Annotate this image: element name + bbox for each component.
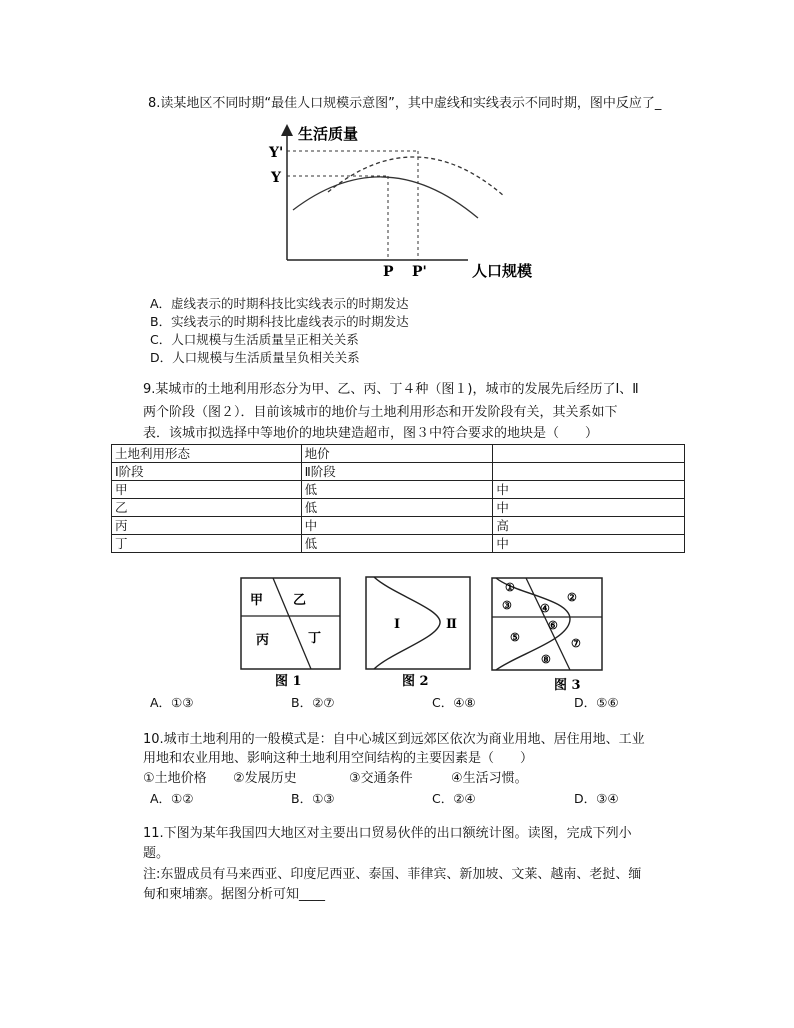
table-cell: 甲 [112,481,302,499]
q11-line-1: 11.下图为某年我国四大地区对主要出口贸易伙伴的出口额统计图。读图，完成下列小 [143,826,632,841]
q11-line-2: 题。 [143,846,170,861]
y-tick-y: Y [271,170,281,186]
table-cell: 丙 [112,517,302,535]
table-header-cell [493,445,685,463]
q10-factor-2: ②发展历史 [233,771,297,786]
table-cell: 乙 [112,499,302,517]
table-cell: 丁 [112,535,302,553]
q8-stem: 8.读某地区不同时期“最佳人口规模示意图”，其中虚线和实线表示不同时期，图中反应了_ [148,96,662,111]
q10-factor-4: ④生活习惯。 [451,771,528,786]
fig3-label-4: ④ [540,602,550,615]
table-row [112,463,685,481]
q10-stem-line-1: 10.城市土地利用的一般模式是：自中心城区到远郊区依次为商业用地、居住用地、工业 [143,732,645,747]
table-cell: 中 [493,481,685,499]
q10-stem-line-2: 用地和农业用地、影响这种土地利用空间结构的主要因素是（ ） [143,751,534,766]
x-tick-p: P [383,264,394,280]
table-header-cell: 土地利用形态 [112,445,302,463]
table-header-cell: 地价 [301,445,493,463]
q9-option-b[interactable]: B．②⑦ [291,695,335,710]
fig2-label-stage-1: Ⅰ [394,617,401,632]
q10-option-a[interactable]: A．①② [150,791,194,806]
q9-stem-line-3: 表．该城市拟选择中等地价的地块建造超市，图３中符合要求的地块是（ ） [143,426,599,441]
fig1-label-bing: 丙 [256,633,270,648]
land-price-table [111,444,685,553]
q10-option-b[interactable]: B．①③ [291,791,335,806]
fig3-label-1: ① [505,581,515,594]
table-subheader-cell: Ⅱ阶段 [301,463,493,481]
q9-option-d[interactable]: D．⑤⑥ [574,695,619,710]
table-cell: 中 [301,517,493,535]
q8-option-c[interactable]: C．人口规模与生活质量呈正相关关系 [150,332,359,347]
table-row [112,517,685,535]
fig2-label-stage-2: Ⅱ [446,617,457,632]
fig3-label-7: ⑦ [571,637,581,650]
q11-line-3: 注:东盟成员有马来西亚、印度尼西亚、泰国、菲律宾、新加坡、文莱、越南、老挝、缅 [143,867,642,882]
table-row [112,535,685,553]
fig3-label-5: ⑤ [510,631,520,644]
x-axis-label: 人口规模 [472,262,533,280]
y-tick-yprime: Y' [269,145,284,161]
table-cell: 低 [301,499,493,517]
q10-option-d[interactable]: D．③④ [574,791,619,806]
q8-option-b[interactable]: B．实线表示的时期科技比虚线表示的时期发达 [150,314,409,329]
fig1-caption: 图 1 [275,674,302,688]
table-cell: 低 [301,481,493,499]
fig3-label-8: ⑧ [541,653,551,666]
table-cell: 高 [493,517,685,535]
fig1-label-ding: 丁 [308,631,322,646]
q8-option-d[interactable]: D．人口规模与生活质量呈负相关关系 [150,350,360,365]
table-cell: 中 [493,499,685,517]
figure-2 [362,574,474,688]
solid-curve [293,177,478,218]
table-row [112,499,685,517]
q9-stem-line-1: 9.某城市的土地利用形态分为甲、乙、丙、丁４种（图１)，城市的发展先后经历了Ⅰ、Ⅱ [143,382,639,397]
q9-option-c[interactable]: C．④⑧ [432,695,476,710]
fig3-label-6: ⑥ [548,619,558,632]
figure-3 [488,574,610,694]
q11-line-4: 甸和柬埔寨。据图分析可知____ [143,887,326,902]
q8-population-quality-graph [268,122,564,282]
fig1-label-yi: 乙 [293,593,307,608]
fig3-caption: 图 3 [554,678,581,693]
q8-option-a[interactable]: A．虚线表示的时期科技比实线表示的时期发达 [150,296,409,311]
q10-option-c[interactable]: C．②④ [432,791,476,806]
fig3-label-2: ② [567,591,577,604]
table-subheader-cell [493,463,685,481]
table-subheader-cell: Ⅰ阶段 [112,463,302,481]
table-row [112,445,685,463]
q9-stem-line-2: 两个阶段（图２）．目前该城市的地价与土地利用形态和开发阶段有关，其关系如下 [143,405,618,420]
figure-1 [238,574,346,688]
table-cell: 中 [493,535,685,553]
x-tick-pprime: P' [412,264,427,280]
fig2-caption: 图 2 [402,674,429,688]
table-cell: 低 [301,535,493,553]
table-row [112,481,685,499]
fig1-label-jia: 甲 [250,593,264,608]
q10-factor-1: ①土地价格 [143,771,207,786]
fig3-label-3: ③ [502,599,512,612]
q10-factor-3: ③交通条件 [349,771,413,786]
y-axis-label: 生活质量 [298,125,359,143]
q9-option-a[interactable]: A．①③ [150,695,194,710]
